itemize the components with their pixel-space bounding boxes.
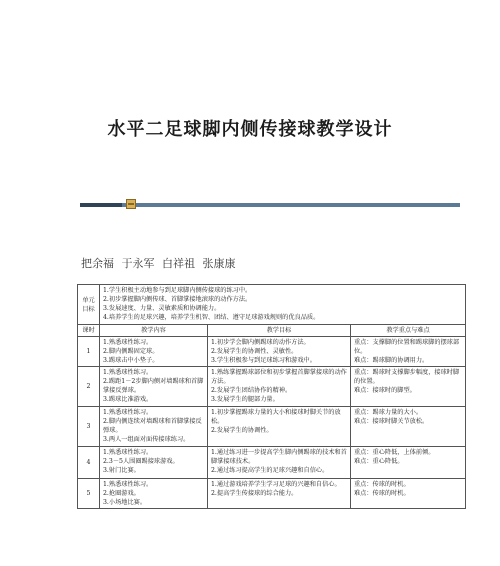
content-item: 2.抢圈游戏。 bbox=[103, 490, 140, 497]
goal-cell bbox=[208, 447, 351, 479]
goal-item: 2.发展学生的协调性、灵敏性。 bbox=[211, 348, 298, 355]
content-item: 2.脚内侧踢固定球。 bbox=[103, 348, 159, 355]
column-header: 教学目标 bbox=[208, 325, 351, 337]
lesson-plan-table bbox=[77, 284, 466, 509]
table-row bbox=[78, 367, 466, 407]
key-point: 难点：踢球脚的协调用力。 bbox=[354, 357, 429, 364]
unit-goal: 1.学生积极主动地参与到足球脚内侧传接球的练习中。 bbox=[103, 287, 252, 294]
key-point: 难点：重心降低。 bbox=[354, 458, 404, 465]
table-row bbox=[78, 479, 466, 509]
goal-cell bbox=[208, 337, 351, 367]
key-point: 重点：踢球时支撑脚步幅度，接球时脚的位置。 bbox=[354, 369, 460, 385]
unit-goals-label: 单元 目标 bbox=[78, 285, 100, 325]
author-name: 张康康 bbox=[202, 257, 236, 270]
content-item: 1.熟悉球性练习。 bbox=[103, 369, 153, 376]
goal-item: 1.初步掌握踢球力量的大小和接球时脚关节的放松。 bbox=[211, 409, 341, 425]
column-header: 教学重点与难点 bbox=[351, 325, 466, 337]
unit-goal: 4.培养学生的足球兴趣，培养学生机智、团结、遵守足球游戏规则的优良品质。 bbox=[103, 314, 320, 321]
author-name: 于永军 bbox=[121, 257, 155, 270]
key-points-cell bbox=[351, 337, 466, 367]
author-list bbox=[81, 255, 240, 271]
key-point: 重点：重心降低，上体前倾。 bbox=[354, 449, 435, 456]
goal-item: 2.发展学生的协调性。 bbox=[211, 427, 273, 434]
content-item: 3.两人一组面对面传接球练习。 bbox=[103, 436, 190, 443]
content-item: 2.脚内侧连续对墙踢球和首脚掌接反弹球。 bbox=[103, 418, 202, 434]
key-point: 重点：踢球力量的大小。 bbox=[354, 409, 423, 416]
goal-item: 2.通过练习提高学生的足球兴趣和自信心。 bbox=[211, 467, 329, 474]
goal-item: 3.学生积极参与到足球练习和游戏中。 bbox=[211, 357, 316, 364]
page-title: 水平二足球脚内侧传接球教学设计 bbox=[107, 119, 393, 140]
content-item: 1.熟悉球性练习。 bbox=[103, 339, 153, 346]
goal-item: 1.通过游戏培养学生学习足球的兴趣和自信心。 bbox=[211, 481, 341, 488]
key-point: 难点：接球时脚关节放松。 bbox=[354, 418, 429, 425]
divider-accent bbox=[80, 203, 122, 207]
table-row bbox=[78, 407, 466, 447]
goal-item: 3.发展学生的腿部力量。 bbox=[211, 396, 279, 403]
content-cell bbox=[100, 447, 208, 479]
unit-goal: 3.发展速度、力量、灵敏素质和协调能力。 bbox=[103, 305, 221, 312]
content-cell bbox=[100, 337, 208, 367]
period-cell: 1 bbox=[78, 337, 100, 367]
unit-goals-row bbox=[78, 285, 466, 325]
goal-item: 1.熟练掌握踢球部位和初步掌握首脚掌接球的动作方法。 bbox=[211, 369, 347, 385]
content-item: 3.踢球击中小垫子。 bbox=[103, 357, 159, 364]
unit-goals-cell bbox=[100, 285, 466, 325]
key-point: 重点：传球的时机。 bbox=[354, 481, 410, 488]
author-name: 把余福 bbox=[81, 257, 114, 270]
key-points-cell bbox=[351, 367, 466, 407]
period-cell: 3 bbox=[78, 407, 100, 447]
content-item: 1.熟悉球性练习。 bbox=[103, 481, 153, 488]
content-item: 3.小场地比赛。 bbox=[103, 499, 147, 506]
content-cell bbox=[100, 367, 208, 407]
goal-cell bbox=[208, 407, 351, 447]
book-icon bbox=[126, 199, 136, 209]
period-cell: 2 bbox=[78, 367, 100, 407]
goal-cell bbox=[208, 479, 351, 509]
column-header: 课时 bbox=[78, 325, 100, 337]
key-point: 难点：传球的时机。 bbox=[354, 490, 410, 497]
table-row bbox=[78, 447, 466, 479]
key-points-cell bbox=[351, 447, 466, 479]
period-cell: 4 bbox=[78, 447, 100, 479]
goal-cell bbox=[208, 367, 351, 407]
content-item: 1.熟悉球性练习。 bbox=[103, 409, 153, 416]
period-cell: 5 bbox=[78, 479, 100, 509]
goal-item: 1.初步学会脚内侧踢球的动作方法。 bbox=[211, 339, 310, 346]
content-cell bbox=[100, 407, 208, 447]
key-point: 重点：支撑脚的位置和踢球脚的摆球部位。 bbox=[354, 339, 460, 355]
content-item: 3.射门比赛。 bbox=[103, 467, 140, 474]
table-header-row bbox=[78, 325, 466, 337]
divider-line bbox=[80, 203, 460, 207]
column-header: 教学内容 bbox=[100, 325, 208, 337]
author-name: 白祥祖 bbox=[162, 257, 195, 270]
key-points-cell bbox=[351, 479, 466, 509]
content-item: 1.熟悉球性练习。 bbox=[103, 449, 153, 456]
goal-item: 1.通过练习进一步提高学生脚内侧踢球的技术和首脚掌接球技术。 bbox=[211, 449, 347, 465]
key-point: 难点：接球时的脚型。 bbox=[354, 387, 416, 394]
table-row bbox=[78, 337, 466, 367]
goal-item: 2.发展学生团结协作的精神。 bbox=[211, 387, 292, 394]
content-item: 2.踢距1－2步脚内侧对墙踢球和首脚掌接反弹球。 bbox=[103, 378, 204, 394]
content-item: 3.踢球比准游戏。 bbox=[103, 396, 153, 403]
goal-item: 2.提高学生传接球的综合能力。 bbox=[211, 490, 298, 497]
content-cell bbox=[100, 479, 208, 509]
content-item: 2.3－5人围圈踢接球游戏。 bbox=[103, 458, 179, 465]
unit-goal: 2.初步掌握脚内侧传球、首脚掌接地滚球的动作方法。 bbox=[103, 296, 252, 303]
key-points-cell bbox=[351, 407, 466, 447]
